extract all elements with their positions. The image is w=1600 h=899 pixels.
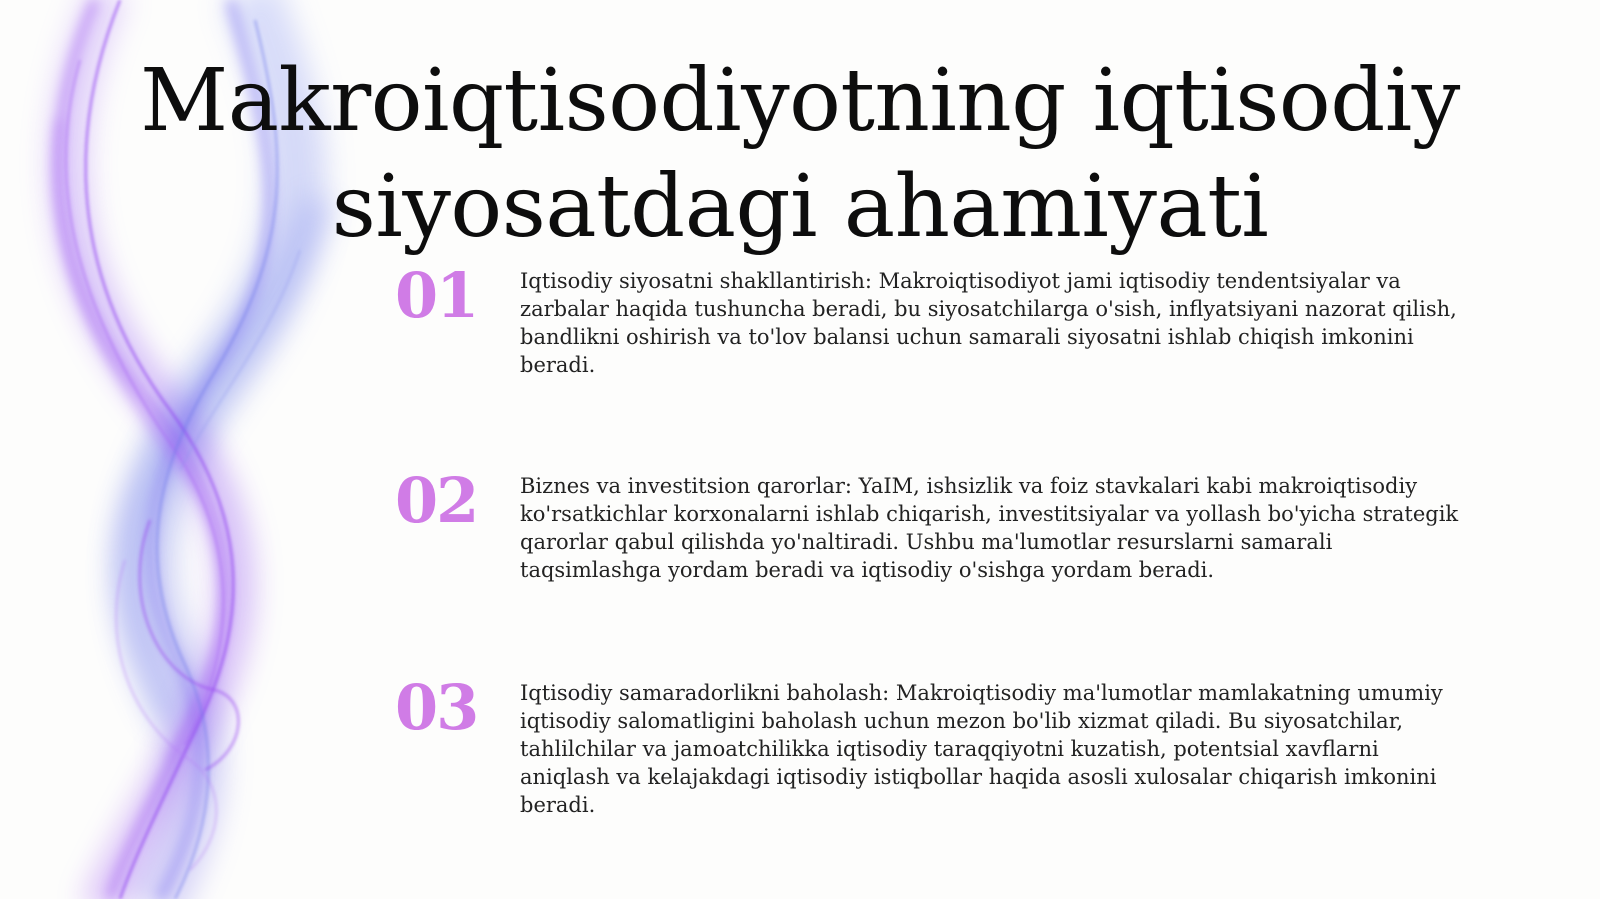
- item-number: 02: [395, 464, 478, 537]
- slide-title: Makroiqtisodiyotning iqtisodiy siyosatdagi ahamiyati: [140, 51, 1460, 257]
- item-number: 01: [395, 259, 478, 332]
- item-text: Iqtisodiy siyosatni shakllantirish: Makroiqtisodiyot jami iqtisodiy tendentsiyalar va zarbalar haqida tushuncha beradi, bu siyosatchilarga o'sish, inflyatsiyani nazorat qilish, bandlikni oshirish va to'lov balansi uchun samarali siyosatni ishlab chiqish imkonini beradi.: [520, 269, 1457, 377]
- item-text: Biznes va investitsion qarorlar: YaIM, ishsizlik va foiz stavkalari kabi makroiqtisodiy ko'rsatkichlar korxonalarni ishlab chiqarish, investitsiyalar va yollash bo'yicha strategik qarorlar qabul qilishda yo'naltiradi. Ushbu ma'lumotlar resurslarni samarali taqsimlashga yordam beradi va iqtisodiy o'sishga yordam beradi.: [520, 474, 1459, 582]
- item-number: 03: [395, 671, 478, 744]
- item-text: Iqtisodiy samaradorlikni baholash: Makroiqtisodiy ma'lumotlar mamlakatning umumiy iqtisodiy salomatligini baholash uchun mezon bo'lib xizmat qiladi. Bu siyosatchilar, tahlilchilar va jamoatchilikka iqtisodiy taraqqiyotni kuzatish, potentsial xavflarni aniqlash va kelajakdagi iqtisodiy istiqbollar haqida asosli xulosalar chiqarish imkonini beradi.: [520, 681, 1443, 817]
